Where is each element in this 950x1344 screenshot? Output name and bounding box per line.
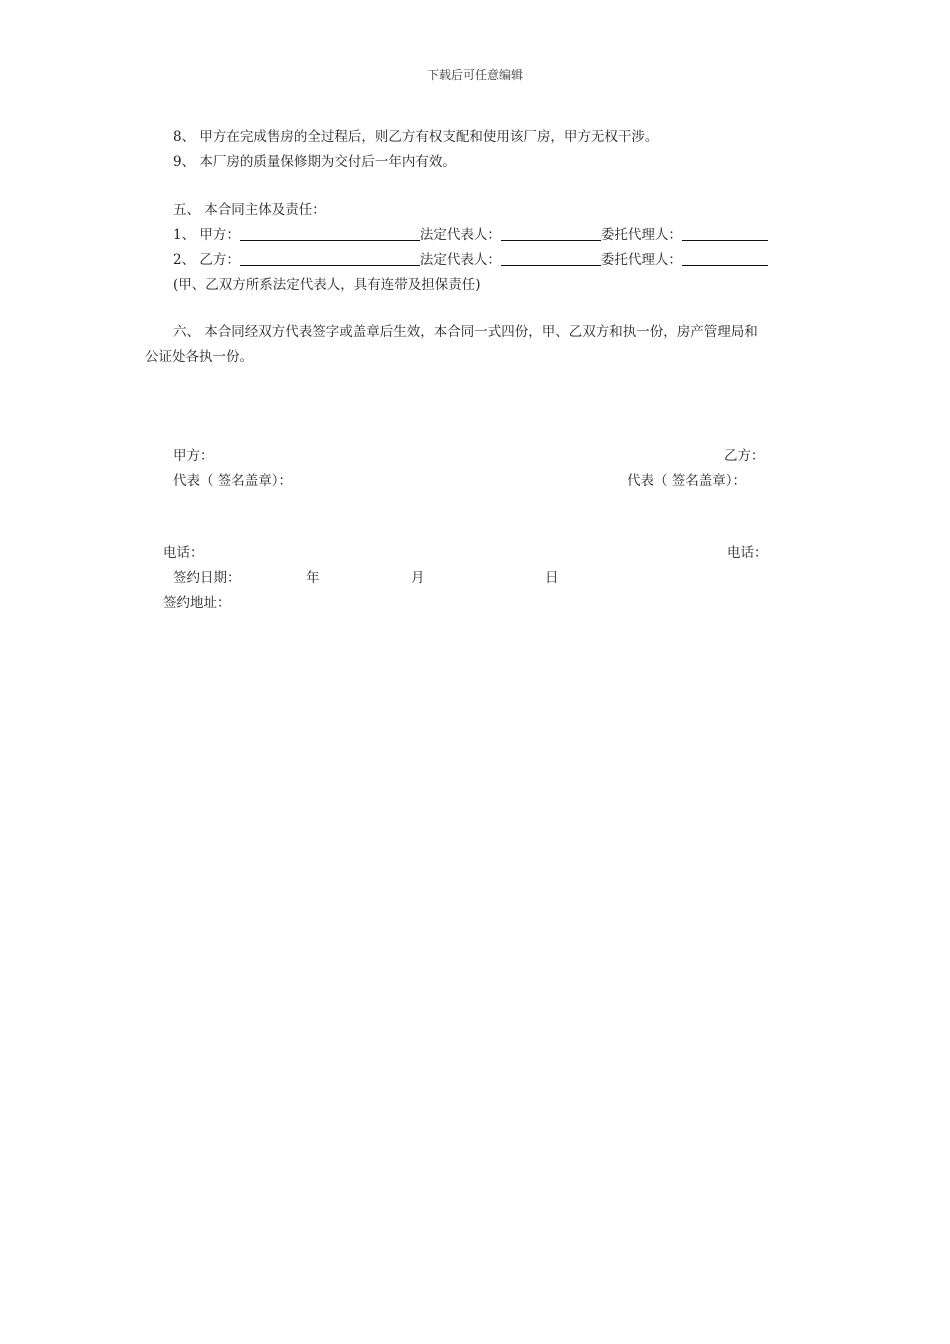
- month-label: 月: [411, 570, 425, 586]
- party-a-prefix: 1、 甲方：: [173, 227, 240, 243]
- party-b-legal-rep-blank[interactable]: [501, 251, 601, 266]
- rep-b-label: 代表（ 签名盖章）：: [627, 473, 747, 489]
- sign-place-label: 签约地址：: [163, 595, 231, 611]
- section-6-line-2: 公证处各执一份。: [145, 349, 253, 365]
- party-a-agent-label: 委托代理人：: [600, 227, 682, 243]
- party-a-legal-rep-blank[interactable]: [501, 226, 601, 241]
- phone-b-label: 电话：: [727, 545, 768, 561]
- phone-a-label: 电话：: [163, 545, 204, 561]
- party-a-label: 甲方：: [173, 448, 214, 464]
- page-header: 下载后可任意编辑: [426, 68, 523, 82]
- clause-9: 9、 本厂房的质量保修期为交付后一年内有效。: [173, 154, 456, 170]
- party-b-agent-label: 委托代理人：: [600, 252, 682, 268]
- party-b-prefix: 2、 乙方：: [173, 252, 240, 268]
- section-6-line-1: 六、 本合同经双方代表签字或盖章后生效，本合同一式四份，甲、乙双方和执一份，房产管理局和: [173, 324, 758, 340]
- party-a-row: [173, 226, 768, 244]
- party-b-blank[interactable]: [240, 251, 420, 266]
- party-a-legal-rep-label: 法定代表人：: [419, 227, 501, 243]
- party-a-blank[interactable]: [240, 226, 420, 241]
- liability-note: (甲、乙双方所系法定代表人，具有连带及担保责任): [173, 277, 481, 293]
- party-a-agent-blank[interactable]: [682, 226, 768, 241]
- clause-8: 8、 甲方在完成售房的全过程后，则乙方有权支配和使用该厂房，甲方无权干涉。: [173, 129, 659, 145]
- party-b-legal-rep-label: 法定代表人：: [419, 252, 501, 268]
- year-label: 年: [306, 570, 320, 586]
- party-b-agent-blank[interactable]: [682, 251, 768, 266]
- rep-a-label: 代表（ 签名盖章）：: [173, 473, 293, 489]
- section-5-title: 五、 本合同主体及责任：: [173, 202, 326, 218]
- day-label: 日: [545, 570, 559, 586]
- sign-date-label: 签约日期：: [173, 570, 241, 586]
- party-b-label: 乙方：: [724, 448, 765, 464]
- party-b-row: [173, 251, 768, 269]
